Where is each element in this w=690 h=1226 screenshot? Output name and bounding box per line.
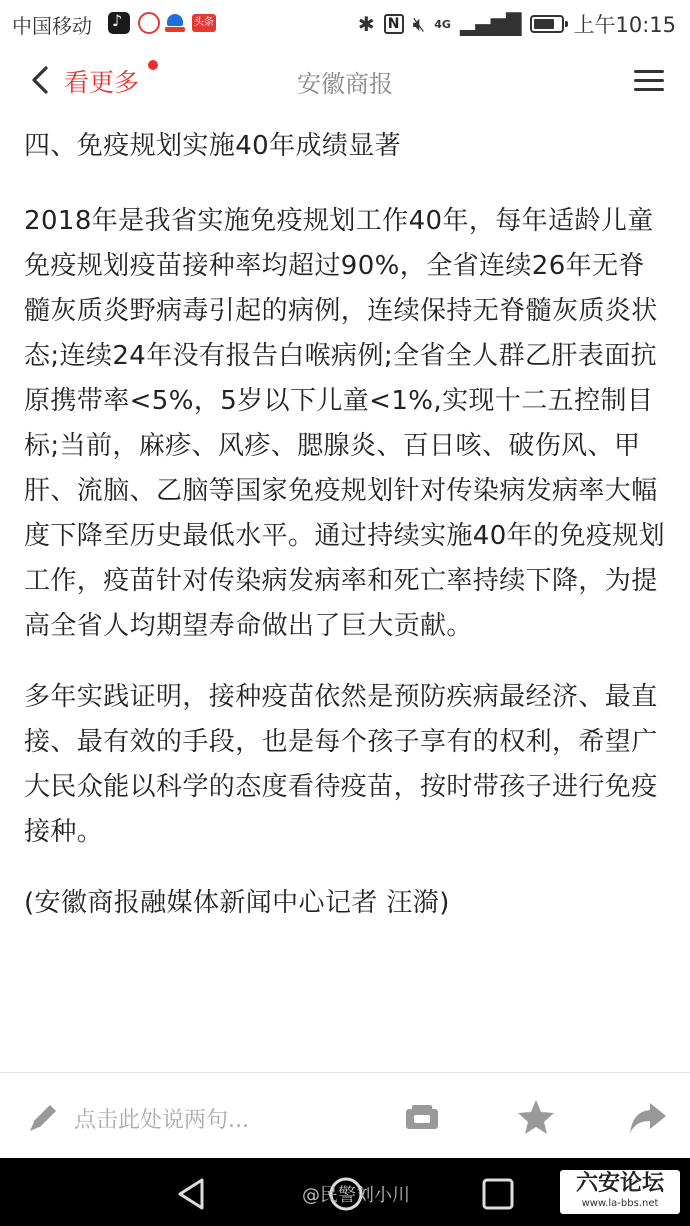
forum-logo-url: www.la-bbs.net [581,1198,659,1209]
nav-header [0,48,690,112]
section-heading: 四、免疫规划实施40年成绩显著 [24,131,402,161]
status-icons [358,9,676,39]
status-bar [0,0,690,48]
system-nav-bar [0,1158,690,1226]
article-paragraph-1: 2018年是我省实施免疫规划工作40年，每年适龄儿童免疫规划疫苗接种率均超过90%，全省连续26年无脊髓灰质炎野病毒引起的病例，连续保持无脊髓灰质炎状态;连续24年没有报告白喉病例;全省全人群乙肝表面抗原携带率<5%，5岁以下儿童<1%,实现十二五控制目标;当前，麻疹、风疹、腮腺炎、百日咳、破伤风、甲肝、流脑、乙脑等国家免疫规划针对传染病发病率大幅度下降至历史最低水平。通过持续实施40年的免疫规划工作，疫苗针对传染病发病率和死亡率持续下降，为提高全省人均期望寿命做出了巨大贡献。 [24,206,666,641]
bluetooth-icon: ✱ [357,12,375,36]
article-paragraph-2: 多年实践证明，接种疫苗依然是预防疾病最经济、最直接、最有效的手段，也是每个孩子享有的权利，希望广大民众能以科学的态度看待疫苗，按时带孩子进行免疫接种。 [24,682,658,847]
tiktok-notification-icon [108,12,130,34]
network-type-label: 4G [434,17,451,31]
share-icon[interactable] [628,1097,668,1137]
more-menu-icon[interactable] [634,66,668,96]
forum-logo [560,1170,680,1214]
signal-icon: ▂▄▆█ [459,12,522,36]
carrier-label: 中国移动 [12,14,92,38]
clock: 上午10:15 [573,13,676,37]
toutiao-notification-icon: 头条 [192,14,216,32]
app-notification-icon-2 [164,12,186,34]
comment-input[interactable]: 点击此处说两句... [74,1108,249,1133]
battery-icon [530,15,564,33]
weibo-watermark: @民警刘小川 [302,1185,410,1206]
page-title: 安徽商报 [297,70,393,98]
star-icon[interactable] [516,1097,556,1137]
back-chevron-icon[interactable] [28,64,56,96]
forum-logo-text: 六安论坛 [575,1171,664,1196]
comments-icon[interactable] [402,1097,442,1137]
nav-back-icon[interactable] [172,1174,212,1214]
article-body [24,124,670,926]
article-byline: (安徽商报融媒体新闻中心记者 汪漪) [24,888,450,918]
mute-icon: 🔇︎ [412,12,426,36]
see-more-link[interactable]: 看更多 [64,68,140,97]
comment-bar [0,1072,690,1158]
nav-recents-icon[interactable] [478,1174,518,1214]
pencil-icon[interactable] [26,1099,62,1135]
unread-dot-badge [148,60,158,70]
nfc-icon: N [384,14,404,34]
app-notification-icon [138,12,160,34]
